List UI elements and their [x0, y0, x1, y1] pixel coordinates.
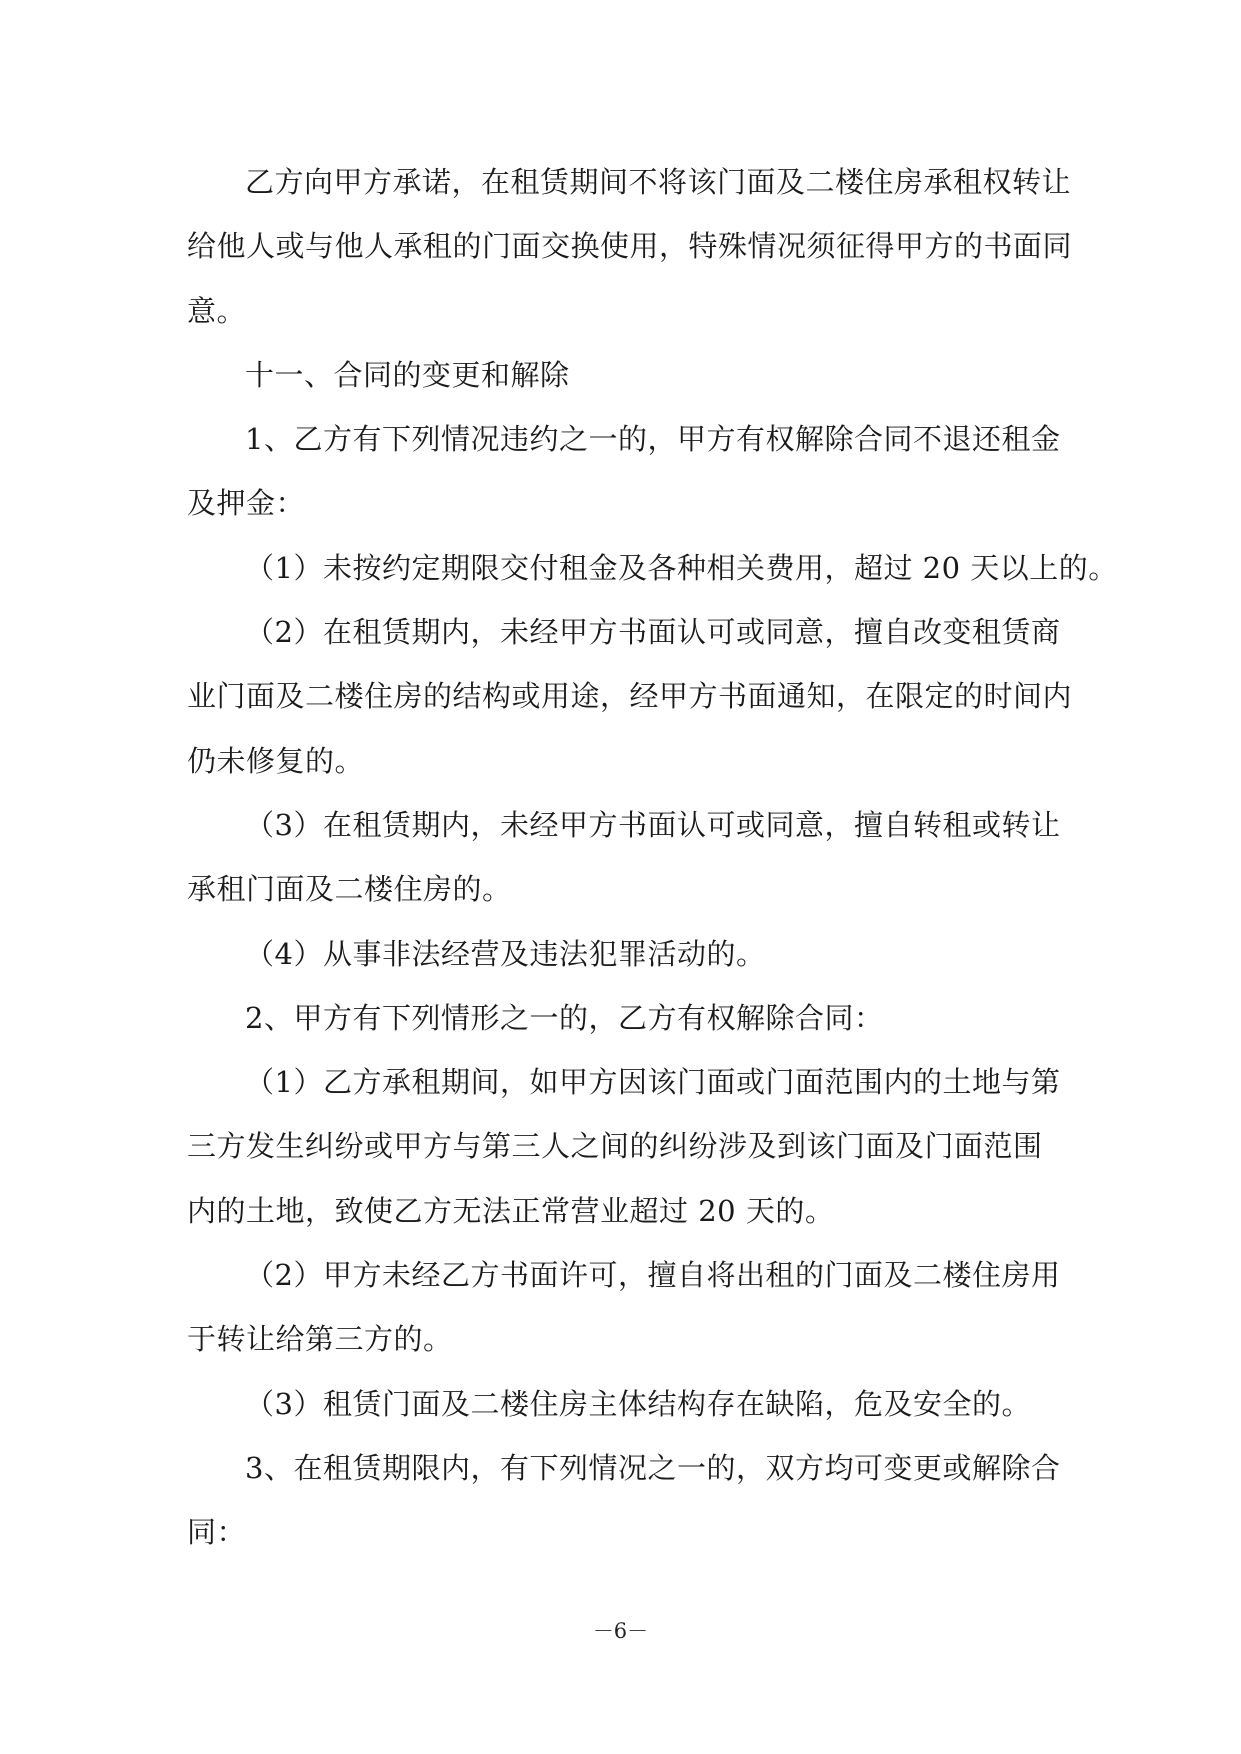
section-heading: 十一、合同的变更和解除: [245, 357, 570, 392]
subclause-line: （3）租赁门面及二楼住房主体结构存在缺陷，危及安全的。: [245, 1386, 1031, 1421]
subclause-line: （4）从事非法经营及违法犯罪活动的。: [245, 936, 766, 971]
paragraph-line: 乙方向甲方承诺，在租赁期间不将该门面及二楼住房承租权转让: [245, 165, 1072, 199]
subclause-line: 内的土地，致使乙方无法正常营业超过 20 天的。: [187, 1193, 835, 1228]
clause-line: 3、在租赁期限内，有下列情况之一的，双方均可变更或解除合: [245, 1450, 1061, 1485]
clause-line: 2、甲方有下列情形之一的，乙方有权解除合同：: [245, 1000, 884, 1035]
subclause-line: 于转让给第三方的。: [187, 1322, 453, 1357]
document-body: [187, 150, 1118, 1565]
subclause-line: （1）乙方承租期间，如甲方因该门面或门面范围内的土地与第: [245, 1065, 1061, 1100]
subclause-line: （1）未按约定期限交付租金及各种相关费用，超过 20 天以上的。: [245, 550, 1118, 585]
subclause-line: 仍未修复的。: [187, 743, 365, 778]
clause-line: 同：: [187, 1515, 247, 1550]
subclause-line: （2）甲方未经乙方书面许可，擅自将出租的门面及二楼住房用: [245, 1258, 1061, 1293]
subclause-line: （2）在租赁期内，未经甲方书面认可或同意，擅自改变租赁商: [245, 615, 1061, 650]
subclause-line: 承租门面及二楼住房的。: [187, 872, 512, 907]
paragraph-line: 给他人或与他人承租的门面交换使用，特殊情况须征得甲方的书面同: [187, 229, 1073, 264]
subclause-line: （3）在租赁期内，未经甲方书面认可或同意，擅自转租或转让: [245, 807, 1061, 842]
paragraph-line: 意。: [187, 293, 247, 328]
clause-line: 1、乙方有下列情况违约之一的，甲方有权解除合同不退还租金: [245, 422, 1061, 457]
page-number: －6－: [592, 1619, 649, 1643]
subclause-line: 三方发生纠纷或甲方与第三人之间的纠纷涉及到该门面及门面范围: [187, 1129, 1043, 1164]
subclause-line: 业门面及二楼住房的结构或用途，经甲方书面通知，在限定的时间内: [187, 679, 1073, 714]
clause-line: 及押金：: [187, 486, 306, 521]
